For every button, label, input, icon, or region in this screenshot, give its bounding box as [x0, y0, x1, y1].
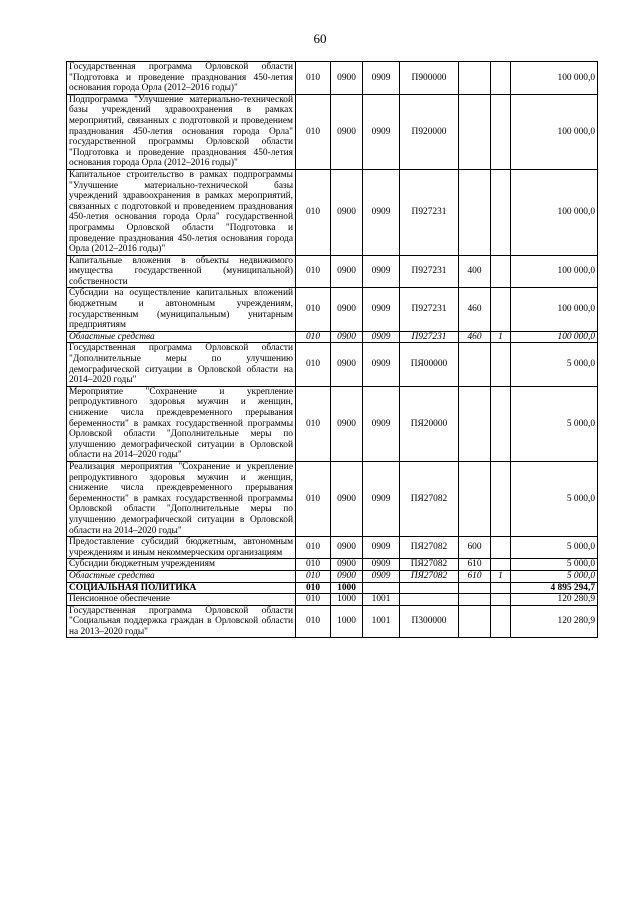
- cell-expense-type: [459, 386, 491, 461]
- cell-amount: 100 000,0: [511, 255, 598, 288]
- cell-funding-source: [491, 461, 511, 536]
- cell-subsection-code: 0909: [363, 386, 400, 461]
- cell-funding-source: [491, 255, 511, 288]
- cell-amount: 100 000,0: [511, 288, 598, 331]
- cell-funding-source: [491, 288, 511, 331]
- row-name: Государственная программа Орловской области "Дополнительные меры по улучшению демографической ситуации в Орловской области на 2014–2020 годы": [67, 343, 296, 386]
- cell-subsection-code: [363, 582, 400, 594]
- cell-section-code: 0900: [331, 94, 363, 169]
- cell-subsection-code: 1001: [363, 594, 400, 606]
- cell-subsection-code: 0909: [363, 570, 400, 582]
- cell-expense-type: 610: [459, 570, 491, 582]
- cell-subsection-code: 0909: [363, 461, 400, 536]
- cell-subsection-code: 1001: [363, 605, 400, 638]
- table-row: [67, 62, 598, 95]
- cell-subsection-code: 0909: [363, 255, 400, 288]
- cell-expense-type: [459, 582, 491, 594]
- table-row: [67, 559, 598, 571]
- cell-expense-type: [459, 594, 491, 606]
- cell-funding-source: [491, 605, 511, 638]
- cell-amount: 5 000,0: [511, 570, 598, 582]
- row-name: СОЦИАЛЬНАЯ ПОЛИТИКА: [67, 582, 296, 594]
- cell-subsection-code: 0909: [363, 537, 400, 559]
- cell-target-article: ПЯ20000: [400, 386, 459, 461]
- cell-amount: 100 000,0: [511, 331, 598, 343]
- cell-target-article: ПЯ27082: [400, 559, 459, 571]
- cell-expense-type: 460: [459, 331, 491, 343]
- cell-section-code: 0900: [331, 559, 363, 571]
- cell-subsection-code: 0909: [363, 169, 400, 255]
- cell-expense-type: 460: [459, 288, 491, 331]
- cell-funding-source: [491, 594, 511, 606]
- cell-target-article: ПЯ27082: [400, 537, 459, 559]
- cell-funding-source: [491, 559, 511, 571]
- cell-amount: 100 000,0: [511, 169, 598, 255]
- row-name: Предоставление субсидий бюджетным, автономным учреждениям и иным некоммерческим организациям: [67, 537, 296, 559]
- cell-target-article: П920000: [400, 94, 459, 169]
- cell-subsection-code: 0909: [363, 343, 400, 386]
- cell-section-code: 1000: [331, 582, 363, 594]
- cell-section-code: 0900: [331, 255, 363, 288]
- cell-funding-source: [491, 169, 511, 255]
- cell-expense-type: [459, 62, 491, 95]
- cell-expense-type: 400: [459, 255, 491, 288]
- table-row: [67, 169, 598, 255]
- cell-section-code: 0900: [331, 62, 363, 95]
- cell-ministry-code: 010: [296, 605, 331, 638]
- cell-subsection-code: 0909: [363, 62, 400, 95]
- row-name: Мероприятие "Сохранение и укрепление репродуктивного здоровья мужчин и женщин, снижение числа преждевременного прерывания беременности" в рамках государственной программы Орловской области "Дополнительные меры по улучшению демографической ситуации в Орловской области на 2014–2020 годы": [67, 386, 296, 461]
- cell-amount: 5 000,0: [511, 537, 598, 559]
- cell-section-code: 0900: [331, 343, 363, 386]
- cell-target-article: П927231: [400, 288, 459, 331]
- cell-section-code: 0900: [331, 570, 363, 582]
- table-row: [67, 331, 598, 343]
- cell-subsection-code: 0909: [363, 559, 400, 571]
- cell-expense-type: 610: [459, 559, 491, 571]
- cell-target-article: П927231: [400, 169, 459, 255]
- cell-ministry-code: 010: [296, 537, 331, 559]
- cell-section-code: 0900: [331, 288, 363, 331]
- cell-funding-source: [491, 62, 511, 95]
- cell-section-code: 0900: [331, 169, 363, 255]
- cell-target-article: [400, 594, 459, 606]
- cell-amount: 5 000,0: [511, 343, 598, 386]
- cell-subsection-code: 0909: [363, 288, 400, 331]
- page-number: 60: [313, 31, 327, 46]
- cell-subsection-code: 0909: [363, 94, 400, 169]
- cell-funding-source: [491, 537, 511, 559]
- cell-ministry-code: 010: [296, 343, 331, 386]
- cell-ministry-code: 010: [296, 94, 331, 169]
- table-row: [67, 605, 598, 638]
- cell-amount: 120 280,9: [511, 594, 598, 606]
- cell-amount: 5 000,0: [511, 559, 598, 571]
- cell-expense-type: [459, 343, 491, 386]
- cell-target-article: П927231: [400, 331, 459, 343]
- cell-ministry-code: 010: [296, 288, 331, 331]
- cell-expense-type: [459, 605, 491, 638]
- row-name: Субсидии на осуществление капитальных вложений бюджетным и автономным учреждениям, государственным (муниципальным) унитарным предприятиям: [67, 288, 296, 331]
- table-row: [67, 94, 598, 169]
- cell-amount: 4 895 294,7: [511, 582, 598, 594]
- table-row: [67, 288, 598, 331]
- cell-section-code: 0900: [331, 537, 363, 559]
- cell-funding-source: [491, 386, 511, 461]
- cell-section-code: 1000: [331, 594, 363, 606]
- cell-section-code: 0900: [331, 461, 363, 536]
- table-row: [67, 537, 598, 559]
- cell-ministry-code: 010: [296, 331, 331, 343]
- cell-funding-source: 1: [491, 570, 511, 582]
- cell-ministry-code: 010: [296, 255, 331, 288]
- cell-expense-type: [459, 461, 491, 536]
- cell-amount: 5 000,0: [511, 461, 598, 536]
- cell-ministry-code: 010: [296, 570, 331, 582]
- cell-target-article: [400, 582, 459, 594]
- cell-target-article: П927231: [400, 255, 459, 288]
- cell-section-code: 1000: [331, 605, 363, 638]
- cell-expense-type: [459, 169, 491, 255]
- cell-target-article: П300000: [400, 605, 459, 638]
- cell-funding-source: 1: [491, 331, 511, 343]
- row-name: Пенсионное обеспечение: [67, 594, 296, 606]
- table-row: [67, 386, 598, 461]
- row-name: Областные средства: [67, 570, 296, 582]
- cell-target-article: ПЯ27082: [400, 570, 459, 582]
- cell-expense-type: [459, 94, 491, 169]
- cell-target-article: ПЯ27082: [400, 461, 459, 536]
- cell-ministry-code: 010: [296, 461, 331, 536]
- row-name: Капитальные вложения в объекты недвижимого имущества государственной (муниципальной) собственности: [67, 255, 296, 288]
- budget-table: [66, 61, 598, 638]
- row-name: Капитальное строительство в рамках подпрограммы "Улучшение материально-технической базы учреждений здравоохранения в рамках мероприятий, связанных с подготовкой и проведением празднования 450-летия основания города Орла" государственной программы Орловской области "Подготовка и проведение празднования 450-летия основания города Орла (2012–2016 годы)": [67, 169, 296, 255]
- cell-section-code: 0900: [331, 331, 363, 343]
- cell-amount: 100 000,0: [511, 62, 598, 95]
- cell-target-article: П900000: [400, 62, 459, 95]
- row-name: Государственная программа Орловской области "Подготовка и проведение празднования 450-летия основания города Орла (2012–2016 годы)": [67, 62, 296, 95]
- table-row: [67, 594, 598, 606]
- cell-funding-source: [491, 343, 511, 386]
- cell-funding-source: [491, 582, 511, 594]
- row-name: Подпрограмма "Улучшение материально-технической базы учреждений здравоохранения в рамках мероприятий, связанных с подготовкой и проведением празднования 450-летия основания города Орла" государственной программы Орловской области "Подготовка и проведение празднования 450-летия основания города Орла (2012–2016 годы)": [67, 94, 296, 169]
- cell-section-code: 0900: [331, 386, 363, 461]
- cell-amount: 120 280,9: [511, 605, 598, 638]
- cell-ministry-code: 010: [296, 594, 331, 606]
- cell-ministry-code: 010: [296, 582, 331, 594]
- table-row: [67, 582, 598, 594]
- cell-expense-type: 600: [459, 537, 491, 559]
- cell-ministry-code: 010: [296, 169, 331, 255]
- row-name: Государственная программа Орловской области "Социальная поддержка граждан в Орловской области на 2013–2020 годы": [67, 605, 296, 638]
- row-name: Субсидии бюджетным учреждениям: [67, 559, 296, 571]
- table-row: [67, 461, 598, 536]
- cell-funding-source: [491, 94, 511, 169]
- cell-target-article: ПЯ00000: [400, 343, 459, 386]
- cell-amount: 100 000,0: [511, 94, 598, 169]
- row-name: Реализация мероприятия "Сохранение и укрепление репродуктивного здоровья мужчин и женщин, снижение числа преждевременного прерывания беременности" в рамках государственной программы Орловской области "Дополнительные меры по улучшению демографической ситуации в Орловской области на 2014–2020 годы": [67, 461, 296, 536]
- row-name: Областные средства: [67, 331, 296, 343]
- cell-ministry-code: 010: [296, 559, 331, 571]
- table-row: [67, 255, 598, 288]
- cell-subsection-code: 0909: [363, 331, 400, 343]
- cell-ministry-code: 010: [296, 62, 331, 95]
- table-row: [67, 343, 598, 386]
- cell-ministry-code: 010: [296, 386, 331, 461]
- table-row: [67, 570, 598, 582]
- cell-amount: 5 000,0: [511, 386, 598, 461]
